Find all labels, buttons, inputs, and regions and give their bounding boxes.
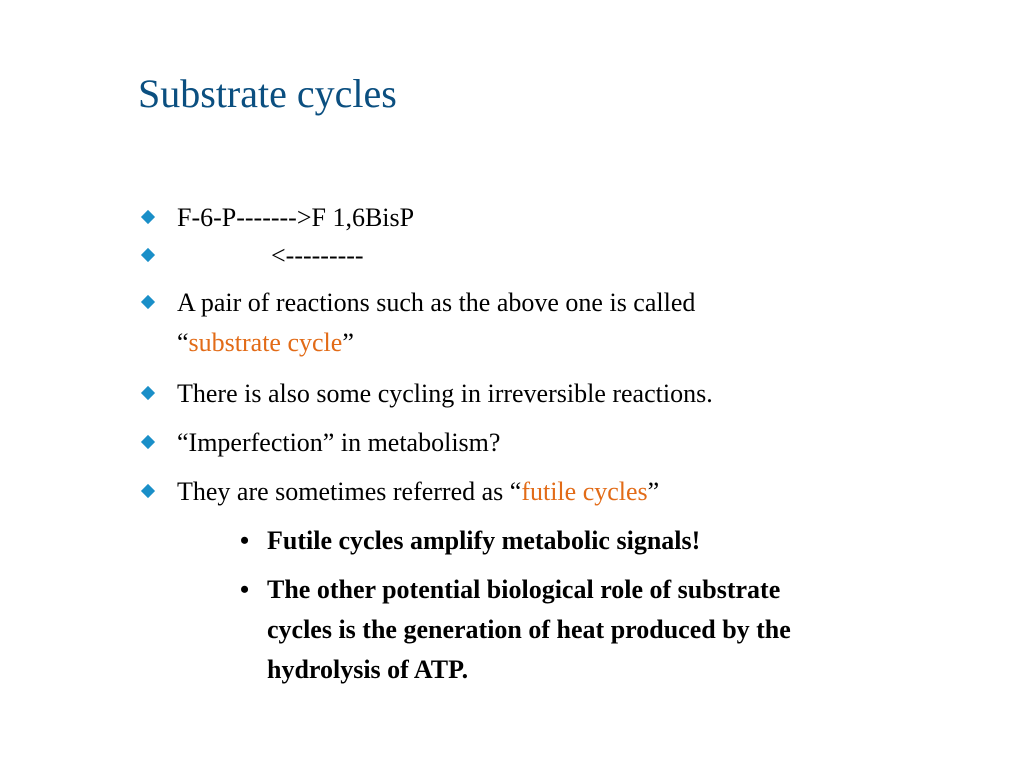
bullet-text-line: A pair of reactions such as the above one is called (177, 288, 696, 317)
sub-bullet-text: Futile cycles amplify metabolic signals! (267, 526, 701, 555)
sub-bullet-line: cycles is the generation of heat produced by the (267, 615, 791, 644)
highlight-term: substrate cycle (188, 328, 343, 357)
highlight-term: futile cycles (521, 477, 648, 506)
sub-bullet-marker: • (240, 526, 250, 555)
diamond-bullet-icon (141, 435, 155, 449)
open-quote: “ (177, 328, 189, 357)
close-quote: ” (342, 328, 354, 357)
bullet-prefix: They are sometimes referred as “ (177, 477, 522, 506)
bullet-text: F-6-P------->F 1,6BisP (177, 203, 415, 232)
slide-title: Substrate cycles (138, 71, 397, 116)
diamond-bullet-icon (141, 484, 155, 498)
sub-bullet-line: hydrolysis of ATP. (267, 655, 469, 684)
bullet-text: There is also some cycling in irreversible reactions. (177, 379, 713, 408)
diamond-bullet-icon (141, 295, 155, 309)
sub-bullet-line: The other potential biological role of substrate (267, 575, 781, 604)
diamond-bullet-icon (141, 386, 155, 400)
bullet-suffix: ” (647, 477, 660, 506)
bullet-text (177, 283, 957, 363)
bullet-text (177, 472, 957, 512)
bullet-text: <--------- (271, 241, 364, 270)
diamond-bullet-icon (141, 248, 155, 262)
sub-bullet-marker: • (240, 575, 250, 604)
bullet-text: “Imperfection” in metabolism? (177, 428, 501, 457)
diamond-bullet-icon (141, 210, 155, 224)
sub-bullet-text (267, 570, 967, 690)
